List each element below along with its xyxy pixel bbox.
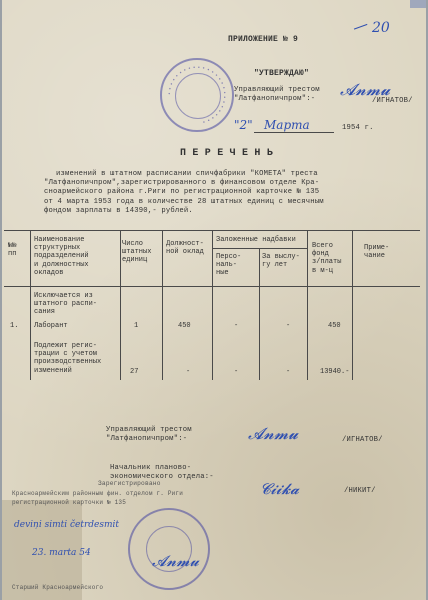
row-1-total: 450 [328,322,341,330]
approver-title-line2: "Латфанопичпром":- [234,95,316,103]
header-allowances: Заложенные надбавки [216,236,296,244]
date-month: Марта [264,118,310,132]
stamp-line-1: Зарегистрировано [98,480,161,487]
appendix-label: ПРИЛОЖЕНИЕ № 9 [228,35,299,44]
footer-manager-line2: "Латфанопичпром":- [106,435,188,443]
stamp-line-4: Старший Красноармейского [12,584,104,591]
date-year: 1954 г. [342,124,374,132]
stamp-line-2: Красноармейским районным фин. отделом г. Риги [12,490,184,497]
approver-title-line1: Управляющий трестом [234,86,320,94]
col-divider-6 [307,230,308,380]
body-line-4: от 4 марта 1953 года в количестве 28 штатных единиц с месячным [44,198,324,206]
stamp-handwritten-amount: deviņi simti četrdesmit [14,520,119,530]
row-1-name: Лаборант [34,322,68,330]
approver-signature: 𝓐𝓷𝓶𝓾 [340,80,391,99]
col-divider-5 [259,248,260,380]
header-salary: Должност- ной оклад [166,240,204,257]
header-count: Число штатных единиц [122,240,152,265]
row-excluded-name: Исключается из штатного распи- сания [34,292,98,317]
body-line-5: фондом зарплаты в 14390,- рублей. [44,207,193,215]
row-2-count: 27 [130,368,139,376]
footer-planning-name: /НИКИТ/ [344,487,376,495]
header-note: Приме- чание [364,244,390,261]
official-seal-top [160,58,234,132]
seal-ring-text [162,60,232,130]
official-seal-bottom [128,508,210,590]
stamp-line-3: регистрационной карточки № 135 [12,499,127,506]
row-1-salary: 450 [178,322,191,330]
body-line-1: изменений в штатном расписании спичфабрики "КОМЕТА" треста [56,170,318,178]
col-divider-1 [30,230,31,380]
row-2-salary: - [186,368,191,376]
footer-planning-line1: Начальник планово- [110,464,192,472]
header-name: Наименование структурных подразделений и должностных окладов [34,236,89,277]
handwritten-page-number: 20 [372,20,390,36]
corner-ink-mark [410,0,426,8]
body-line-3: сноармейского района г.Риги по регистрационной карточке № 135 [44,188,320,196]
col-divider-3 [162,230,163,380]
document-title: П Е Р Е Ч Е Н Ь [180,148,274,159]
row-1-personal: - [234,322,239,330]
footer-manager-line1: Управляющий трестом [106,426,192,434]
approver-name: /ИГНАТОВ/ [372,97,413,105]
row-1-seniority: - [286,322,291,330]
page-number-scribble [354,24,370,37]
footer-planning-line2: экономического отдела:- [110,473,214,481]
date-day: "2" [234,118,253,132]
row-2-personal: - [234,368,239,376]
footer-manager-name: /ИГНАТОВ/ [342,436,383,444]
svg-text:• • • • • • • • • • • • • • •: • • • • • • • • • • • • • • • • • • • • • • • • • • [166,64,228,125]
col-divider-2 [120,230,121,380]
footer-manager-signature: 𝓐𝓷𝓶𝓾 [248,424,299,443]
header-num: №№ пп [8,242,17,259]
approve-label: "УТВЕРЖДАЮ" [254,69,310,78]
row-2-name: Подлежит регис- трации с учетом производственных изменений [34,342,102,375]
document-page [2,0,426,600]
footer-planning-signature: 𝓒𝓲𝓲𝓴𝓪 [260,480,300,498]
body-line-2: "Латфанопичпром",зарегистрированного в финансовом отделе Кра- [44,179,320,187]
col-divider-4 [212,230,213,380]
col-divider-7 [352,230,353,380]
date-underline [254,132,334,133]
row-1-count: 1 [134,322,139,330]
row-2-seniority: - [286,368,291,376]
stamp-handwritten-date: 23. marta 54 [32,548,91,558]
row-2-total: 13940.- [320,368,350,376]
header-total: Всего фонд з/платы в м-ц [312,242,342,275]
row-1-num: 1. [10,322,19,330]
header-personal: Персо- наль- ные [216,253,242,278]
header-seniority: За выслу- гу лет [262,253,300,270]
bottom-seal-signature: 𝓐𝓷𝓶𝓾 [152,552,199,570]
